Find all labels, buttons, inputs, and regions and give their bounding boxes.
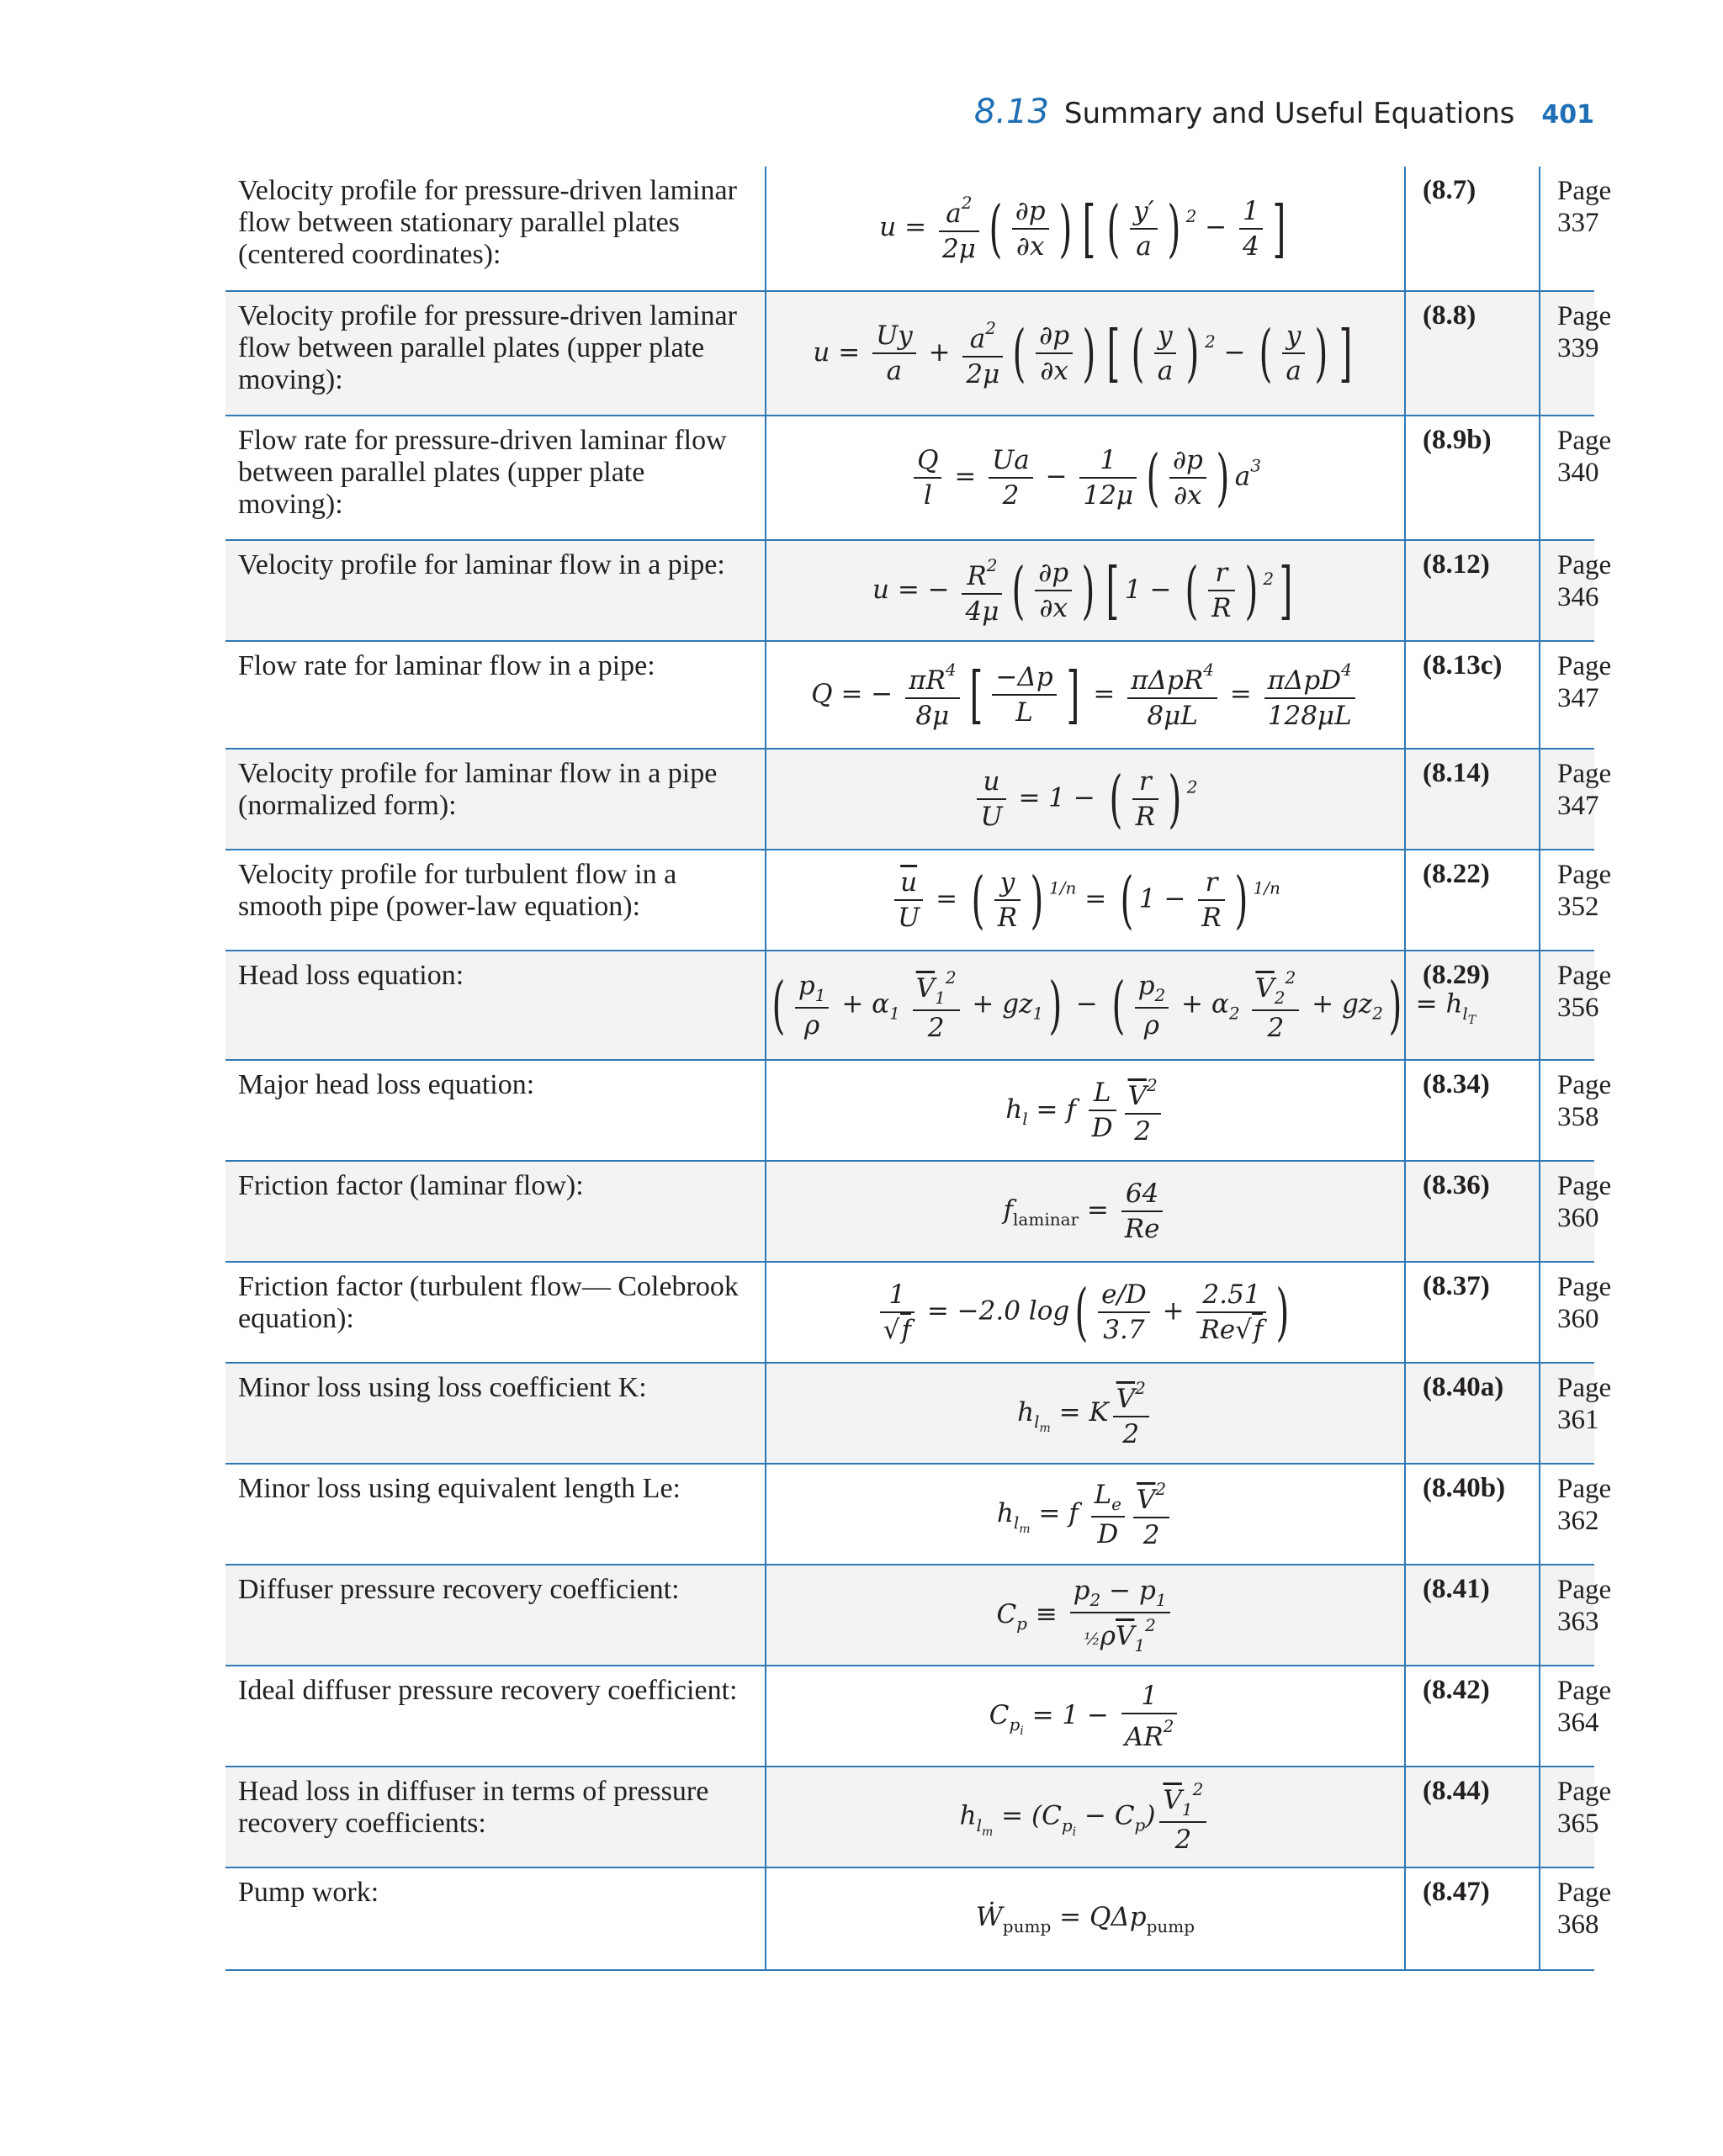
- page-reference: Page 360: [1540, 1262, 1594, 1363]
- page-reference: Page 358: [1540, 1060, 1594, 1161]
- equation-description: Velocity profile for turbulent flow in a smooth pipe (power-law equation):: [225, 850, 766, 951]
- equation-description: Friction factor (turbulent flow— Colebrook equation):: [225, 1262, 766, 1363]
- equation-number: (8.22): [1405, 850, 1540, 951]
- equation-number: (8.40b): [1405, 1464, 1540, 1565]
- page-reference: Page 364: [1540, 1666, 1594, 1767]
- equation-number: (8.7): [1405, 167, 1540, 291]
- equation-formula: $C_{p_i} = 1$ − $\frac{1}{AR^2}$: [766, 1666, 1405, 1767]
- equation-number: (8.29): [1405, 951, 1540, 1060]
- equation-number: (8.47): [1405, 1867, 1540, 1970]
- equation-formula: $h_{l_m} = (C_{p_i} - C_p)$ $\frac{\overline{V}_1^2}{2}$: [766, 1767, 1405, 1867]
- table-row: [225, 1464, 1594, 1565]
- equation-description: Head loss in diffuser in terms of pressure recovery coefficients:: [225, 1767, 766, 1867]
- table-row: [225, 1060, 1594, 1161]
- page-reference: Page 337: [1540, 167, 1594, 291]
- page-number: 401: [1541, 100, 1594, 130]
- equation-formula: $h_l = f$ $\frac{L}{D}$ $\frac{\overline{V}^2}{2}$: [766, 1060, 1405, 1161]
- equation-formula: $\frac{\overline{u}}{U}$ = ( $\frac{y}{R}$ ) $^{1/n}$ = ( 1 − $\frac{r}{R}$ ) $^{1/n}$: [766, 850, 1405, 951]
- equation-formula: ( $\frac{p_1}{\rho}$ + $\alpha_1$ $\frac{\overline{V}_1^2}{2}$ + $gz_1$) − ( $\frac{p_2}{\rho}$ + $\alpha_2$ $\frac{\overline{V}_2^2}{2}$ + $gz_2) = h_{l_T}$: [766, 951, 1405, 1060]
- table-row: [225, 540, 1594, 641]
- table-row: [225, 1565, 1594, 1666]
- table-row: [225, 1666, 1594, 1767]
- equation-formula: Ẇ$_{pump}$ = QΔp$_{pump}$: [766, 1867, 1405, 1970]
- equation-number: (8.40a): [1405, 1363, 1540, 1464]
- page-reference: Page 362: [1540, 1464, 1594, 1565]
- page-reference: Page 363: [1540, 1565, 1594, 1666]
- equation-description: Friction factor (laminar flow):: [225, 1161, 766, 1262]
- equation-number: (8.36): [1405, 1161, 1540, 1262]
- page-reference: Page 352: [1540, 850, 1594, 951]
- table-row: [225, 1161, 1594, 1262]
- equation-number: (8.42): [1405, 1666, 1540, 1767]
- table-row: [225, 1363, 1594, 1464]
- table-row: [225, 1262, 1594, 1363]
- equation-description: Pump work:: [225, 1867, 766, 1970]
- equation-formula: $\frac{u}{U}$ = 1 − ( $\frac{r}{R}$ ) $^2$: [766, 749, 1405, 850]
- table-row: [225, 1867, 1594, 1970]
- equation-number: (8.14): [1405, 749, 1540, 850]
- equation-number: (8.12): [1405, 540, 1540, 641]
- equation-description: Flow rate for pressure-driven laminar flow between parallel plates (upper plate moving):: [225, 416, 766, 540]
- table-row: [225, 416, 1594, 540]
- equation-formula: $f_{laminar}$ = $\frac{64}{Re}$: [766, 1161, 1405, 1262]
- page-reference: Page 360: [1540, 1161, 1594, 1262]
- equation-number: (8.41): [1405, 1565, 1540, 1666]
- page-reference: Page 340: [1540, 416, 1594, 540]
- equation-formula: $C_p$ ≡ $\frac{p_2 - p_1}{\frac{1}{2}\rho\overline{V}_1^2}$: [766, 1565, 1405, 1666]
- equation-number: (8.8): [1405, 291, 1540, 416]
- equation-number: (8.9b): [1405, 416, 1540, 540]
- equation-number: (8.13c): [1405, 641, 1540, 749]
- equation-formula: u = − $\frac{R^2}{4\mu}$ ( $\frac{\partial p}{\partial x}$ ) [ 1 − ( $\frac{r}{R}$ ) $^2$]: [766, 540, 1405, 641]
- equation-formula: u = $\frac{Uy}{a}$ + $\frac{a^2}{2\mu}$ ( $\frac{\partial p}{\partial x}$ ) [ ( $\frac{y}{a}$ ) $^2$ − ( $\frac{y}{a}$ ) ]: [766, 291, 1405, 416]
- page-reference: Page 347: [1540, 749, 1594, 850]
- equation-description: Minor loss using equivalent length Le:: [225, 1464, 766, 1565]
- equation-formula: $\frac{1}{√f}$ = −2.0 log( $\frac{e/D}{3.7}$ + $\frac{2.51}{Re√f}$ ): [766, 1262, 1405, 1363]
- equation-formula: u = $\frac{a^2}{2\mu}$ ( $\frac{\partial p}{\partial x}$ ) [ ( $\frac{y'}{a}$ ) $^2$ − $\frac{1}{4}$ ]: [766, 167, 1405, 291]
- table-row: [225, 167, 1594, 291]
- equation-number: (8.44): [1405, 1767, 1540, 1867]
- equation-description: Velocity profile for laminar flow in a pipe (normalized form):: [225, 749, 766, 850]
- equation-formula: $h_{l_m} = f$ $\frac{L_e}{D}$ $\frac{\overline{V}^2}{2}$: [766, 1464, 1405, 1565]
- table-row: [225, 291, 1594, 416]
- equation-formula: $\frac{Q}{l}$ = $\frac{Ua}{2}$ − $\frac{1}{12\mu}$ ( $\frac{\partial p}{\partial x}$ ) $a^3$: [766, 416, 1405, 540]
- running-header: [0, 93, 1594, 143]
- equations-table: [225, 167, 1612, 1971]
- page-reference: Page 368: [1540, 1867, 1594, 1970]
- table-row: [225, 1767, 1594, 1867]
- equation-description: Diffuser pressure recovery coefficient:: [225, 1565, 766, 1666]
- equation-description: Velocity profile for pressure-driven laminar flow between parallel plates (upper plate moving):: [225, 291, 766, 416]
- equation-description: Ideal diffuser pressure recovery coefficient:: [225, 1666, 766, 1767]
- equation-description: Flow rate for laminar flow in a pipe:: [225, 641, 766, 749]
- equation-description: Major head loss equation:: [225, 1060, 766, 1161]
- equation-formula: Q = − $\frac{\pi R^4}{8\mu}$ [ $\frac{-\Delta p}{L}$ ] = πΔpR$^4$ 8μL = πΔpD$^4$ 128μL: [766, 641, 1405, 749]
- page-reference: Page 347: [1540, 641, 1594, 749]
- equation-description: Minor loss using loss coefficient K:: [225, 1363, 766, 1464]
- table-row: [225, 951, 1594, 1060]
- equation-number: (8.37): [1405, 1262, 1540, 1363]
- section-title: Summary and Useful Equations: [1063, 97, 1515, 130]
- equation-number: (8.34): [1405, 1060, 1540, 1161]
- table-row: [225, 749, 1594, 850]
- table-row: [225, 641, 1594, 749]
- page-reference: Page 365: [1540, 1767, 1594, 1867]
- equation-description: Head loss equation:: [225, 951, 766, 1060]
- equation-description: Velocity profile for laminar flow in a pipe:: [225, 540, 766, 641]
- page-reference: Page 346: [1540, 540, 1594, 641]
- page-reference: Page 356: [1540, 951, 1594, 1060]
- equation-description: Velocity profile for pressure-driven laminar flow between stationary parallel plates (centered coordinates):: [225, 167, 766, 291]
- page-reference: Page 361: [1540, 1363, 1594, 1464]
- section-number: 8.13: [973, 93, 1049, 131]
- equation-formula: $h_{l_m} = K$ $\frac{\overline{V}^2}{2}$: [766, 1363, 1405, 1464]
- table-row: [225, 850, 1594, 951]
- page-reference: Page 339: [1540, 291, 1594, 416]
